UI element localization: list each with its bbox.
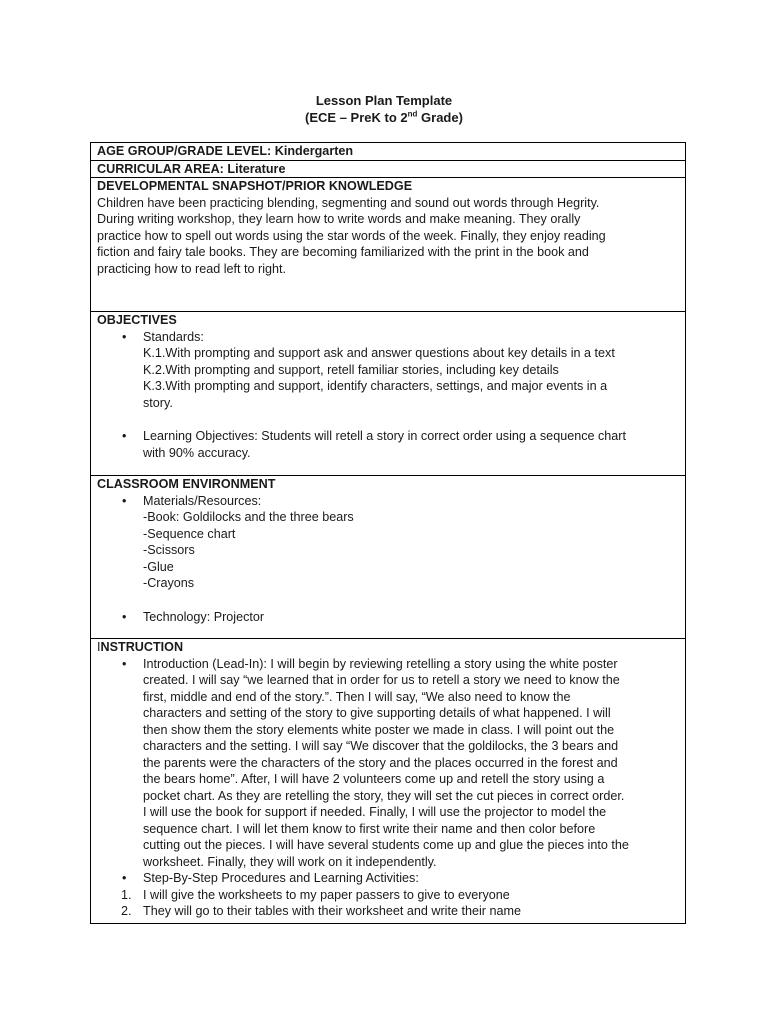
step-text: I will give the worksheets to my paper passers to give to everyone: [143, 887, 510, 902]
steps-list: [97, 887, 685, 920]
technology-item: [143, 609, 685, 626]
age-group-cell: [91, 143, 686, 161]
instruction-cell: [91, 639, 686, 924]
snapshot-line: fiction and fairy tale books. They are becoming familiarized with the print in the book and: [97, 245, 589, 259]
snapshot-row: [91, 178, 686, 312]
intro-line: cutting out the pieces. I will have several students come up and glue the pieces into the: [143, 838, 629, 852]
step-text: They will go to their tables with their worksheet and write their name: [143, 904, 521, 918]
curricular-area-label: CURRICULAR AREA:: [97, 161, 224, 176]
title-line-2-suffix: Grade): [417, 110, 463, 125]
steps-label: • Step-By-Step Procedures and Learning Activities:: [143, 871, 419, 885]
intro-line: the bears home”. After, I will have 2 volunteers come up and retell the story using a: [143, 772, 605, 786]
material-line: -Scissors: [143, 543, 195, 557]
age-group-label: AGE GROUP/GRADE LEVEL:: [97, 144, 272, 158]
objectives-row: [91, 312, 686, 476]
step-item: [121, 887, 685, 904]
steps-item: [143, 870, 685, 887]
snapshot-cell: [91, 178, 686, 312]
curricular-area-row: [91, 160, 686, 178]
curricular-area-value: Literature: [227, 161, 286, 176]
intro-line: sequence chart. I will let them know to first write their name and then color before: [143, 821, 596, 836]
snapshot-line: During writing workshop, they learn how to write words and make meaning. They orally: [97, 212, 581, 226]
environment-heading: CLASSROOM ENVIRONMENT: [97, 477, 276, 491]
age-group-value: Kindergarten: [274, 144, 354, 158]
material-line: -Glue: [143, 559, 174, 574]
instruction-heading-initial: I: [97, 640, 101, 654]
intro-line: • Introduction (Lead-In): I will begin by reviewing retelling a story using the white poster: [143, 656, 618, 671]
technology-line: • Technology: Projector: [143, 609, 265, 624]
intro-line: worksheet. Finally, they will work on it independently.: [143, 854, 437, 869]
intro-line: pocket chart. As they are retelling the story, they will set the cut pieces in correct order.: [143, 788, 625, 803]
instruction-list: [97, 656, 685, 887]
intro-line: then show them the story elements white poster we made in class. I will point out the: [143, 722, 615, 737]
step-number: 1.: [121, 887, 132, 902]
curricular-area-cell: [91, 160, 686, 178]
learning-objectives-item: [143, 428, 685, 461]
title-line-2: [0, 109, 768, 126]
introduction-item: [143, 656, 685, 871]
intro-line: created. I will say “we learned that in order for us to retell a story we need to know the: [143, 673, 620, 687]
snapshot-line: Children have been practicing blending, segmenting and sound out words through Hegrity.: [97, 195, 600, 210]
snapshot-line: practice how to spell out words using the star words of the week. Finally, they enjoy reading: [97, 228, 606, 243]
title-superscript: nd: [407, 109, 418, 119]
materials-label: • Materials/Resources:: [143, 493, 262, 508]
step-item: [121, 903, 685, 920]
standard-line: story.: [143, 395, 173, 410]
learning-objective-line: with 90% accuracy.: [143, 445, 251, 460]
environment-list: [97, 493, 685, 626]
intro-line: I will use the book for support if needed. Finally, I will use the projector to model the: [143, 805, 607, 819]
step-number: 2.: [121, 904, 132, 918]
materials-item: [143, 493, 685, 609]
document-title: [0, 92, 768, 126]
environment-row: [91, 476, 686, 639]
standard-line: K.3.With prompting and support, identify characters, settings, and major events in a: [143, 379, 608, 393]
objectives-list: [97, 329, 685, 462]
standard-line: K.1.With prompting and support ask and answer questions about key details in a text: [143, 346, 615, 360]
intro-line: first, middle and end of the story.”. Then I will say, “We also need to know the: [143, 689, 571, 704]
lesson-plan-table: [90, 142, 686, 924]
instruction-heading-rest: NSTRUCTION: [100, 640, 184, 654]
learning-objective-line: • Learning Objectives: Students will retell a story in correct order using a sequence chart: [143, 429, 627, 443]
standards-item: [143, 329, 685, 429]
title-line-1: Lesson Plan Template: [315, 93, 453, 108]
material-line: -Book: Goldilocks and the three bears: [143, 510, 354, 524]
snapshot-heading: DEVELOPMENTAL SNAPSHOT/PRIOR KNOWLEDGE: [97, 179, 413, 193]
material-line: -Sequence chart: [143, 526, 236, 541]
environment-cell: [91, 476, 686, 639]
objectives-cell: [91, 312, 686, 476]
snapshot-line: practicing how to read left to right.: [97, 261, 287, 276]
instruction-heading: [97, 639, 685, 656]
objectives-heading: OBJECTIVES: [97, 313, 177, 327]
intro-line: the parents were the characters of the story and the places occurred in the forest and: [143, 755, 618, 770]
title-line-2-text: (ECE – PreK to 2: [305, 110, 408, 125]
age-group-row: [91, 143, 686, 161]
intro-line: characters and the setting. I will say “We discover that the goldilocks, the 3 bears and: [143, 739, 619, 753]
standards-label: • Standards:: [143, 329, 204, 344]
intro-line: characters and setting of the story to give supporting details of what happened. I will: [143, 706, 611, 720]
material-line: -Crayons: [143, 576, 195, 590]
standard-line: K.2.With prompting and support, retell familiar stories, including key details: [143, 362, 559, 377]
instruction-row: [91, 639, 686, 924]
